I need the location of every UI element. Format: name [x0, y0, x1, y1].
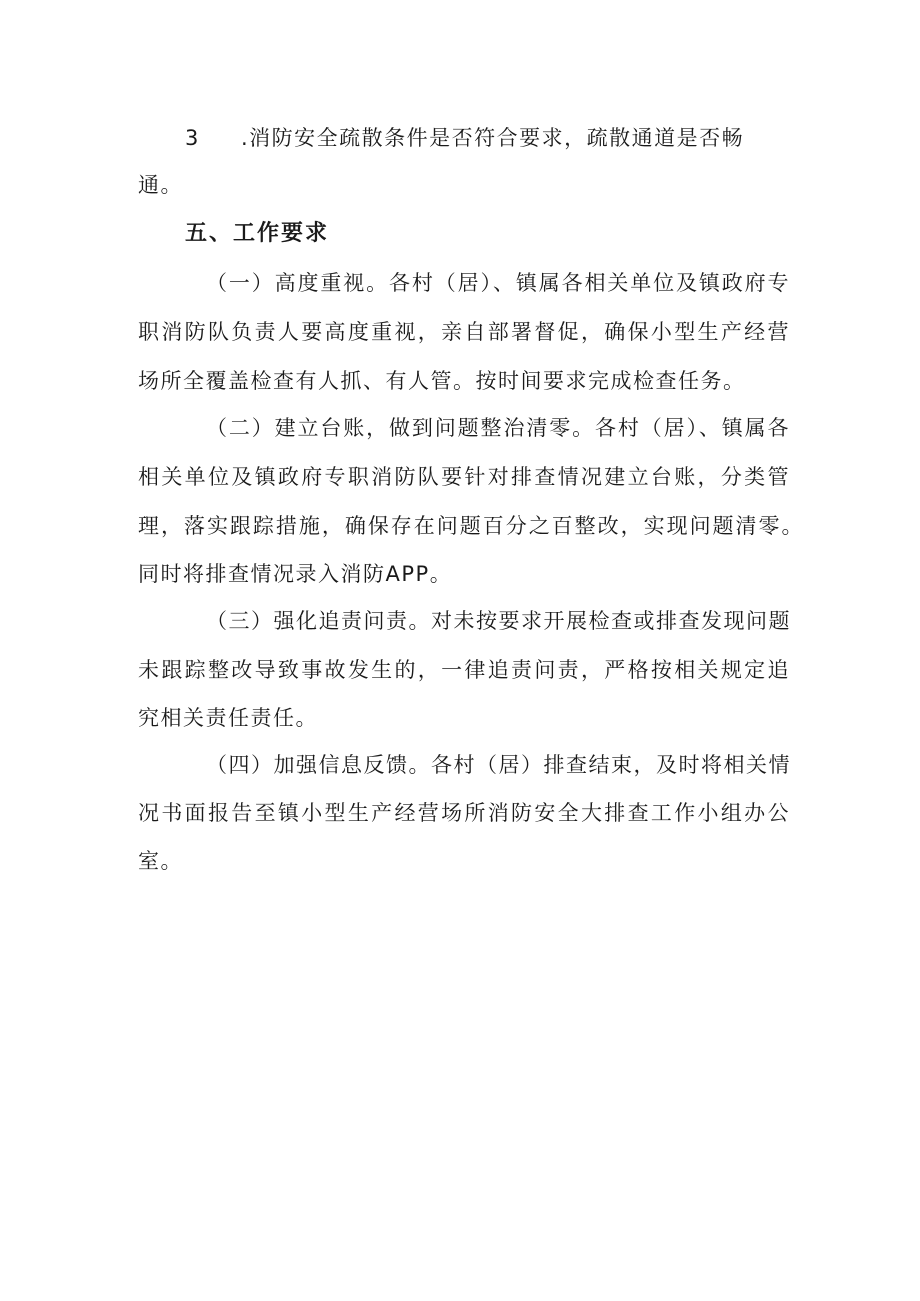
- para-1-line-3: 场所全覆盖检查有人抓、有人管。按时间要求完成检查任务。: [138, 369, 746, 393]
- para-3-line-2: 未跟踪整改导致事故发生的，一律追责问责，严格按相关规定追: [138, 658, 790, 682]
- section-5-heading: 五、工作要求: [185, 221, 330, 246]
- para-3-line-3: 究相关责任责任。: [138, 706, 318, 730]
- para-4-line-1: （四）加强信息反馈。各村（居）排查结束，及时将相关情: [206, 753, 791, 777]
- item-3-text: .消防安全疏散条件是否符合要求，疏散通道是否畅: [241, 126, 745, 150]
- para-3-line-1: （三）强化追责问责。对未按要求开展检查或排查发现问题: [206, 609, 791, 633]
- para-1-line-1: （一）高度重视。各村（居）、镇属各相关单位及镇政府专: [206, 271, 790, 295]
- para-2-line-3: 理，落实跟踪措施，确保存在问题百分之百整改，实现问题清零。: [138, 514, 804, 538]
- para-2-line-4: 同时将排查情况录入消防APP。: [138, 562, 453, 586]
- para-2-line-2: 相关单位及镇政府专职消防队要针对排查情况建立台账，分类管: [138, 465, 790, 489]
- item-3-number: 3: [185, 126, 200, 150]
- para-4-line-2: 况书面报告至镇小型生产经营场所消防安全大排查工作小组办公: [138, 801, 790, 825]
- para-2-line-1: （二）建立台账，做到问题整治清零。各村（居）、镇属各: [206, 416, 790, 440]
- item-3-line-2: 通。: [138, 173, 183, 197]
- para-4-line-3: 室。: [138, 849, 183, 873]
- para-1-line-2: 职消防队负责人要高度重视，亲自部署督促，确保小型生产经营: [138, 320, 790, 344]
- item-3-line-1: [185, 123, 765, 153]
